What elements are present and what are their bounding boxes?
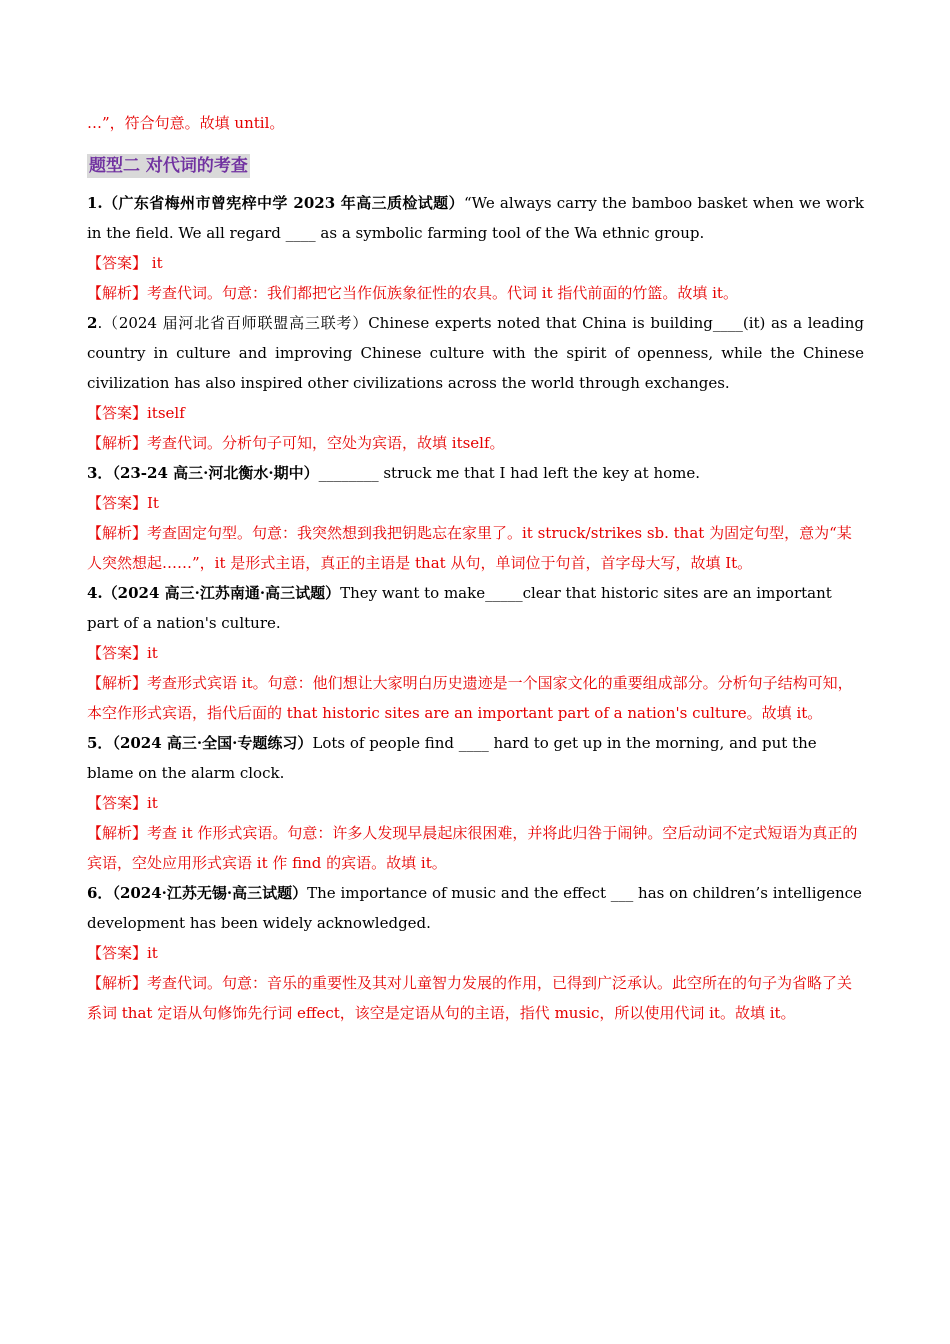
document-page <box>87 108 864 1028</box>
question-source: （广东省梅州市曾宪梓中学 2023 年高三质检试题） <box>102 194 464 212</box>
question-5 <box>87 728 864 878</box>
analysis: 【解析】考查代词。分析句子可知，空处为宾语，故填 itself。 <box>87 434 505 452</box>
analysis: 【解析】考查代词。句意：音乐的重要性及其对儿童智力发展的作用，已得到广泛承认。此空所在的句子为省略了关系词 that 定语从句修饰先行词 effect，该空是定语从句的主语，指代 music，所以使用代词 it。故填 it。 <box>87 974 853 1022</box>
question-number: 6． <box>87 884 113 902</box>
question-stem <box>87 188 864 248</box>
answer: 【答案】itself <box>87 404 185 422</box>
question-number: 1. <box>87 194 103 212</box>
answer: 【答案】 it <box>87 254 163 272</box>
question-source: （2024·江苏无锡·高三试题） <box>112 884 308 902</box>
answer: 【答案】It <box>87 494 159 512</box>
question-stem <box>87 308 864 398</box>
analysis: 【解析】考查固定句型。句意：我突然想到我把钥匙忘在家里了。it struck/strikes sb. that 为固定句型，意为“某人突然想起……”，it 是形式主语，真正的主语是 that 从句，单词位于句首，首字母大写，故填 It。 <box>87 524 852 572</box>
question-number: 2 <box>87 314 98 332</box>
analysis: 【解析】考查 it 作形式宾语。句意：许多人发现早晨起床很困难，并将此归咎于闹钟。空后动词不定式短语为真正的宾语，空处应用形式宾语 it 作 find 的宾语。故填 it。 <box>87 824 858 872</box>
question-source: .（2024 届河北省百师联盟高三联考） <box>97 314 369 332</box>
question-source: （2024 高三·江苏南通·高三试题） <box>102 584 341 602</box>
question-stem <box>87 878 864 938</box>
section-title: 题型二 对代词的考查 <box>89 156 248 176</box>
question-3 <box>87 458 864 578</box>
question-text: Lots of people find ____ hard to get up in the morning, and put the blame on the alarm clock. <box>87 734 817 782</box>
question-text: The importance of music and the effect ___ has on children’s intelligence development has been widely acknowledged. <box>87 884 862 932</box>
question-text: ________ struck me that I had left the key at home. <box>318 464 701 482</box>
question-number: 5． <box>87 734 113 752</box>
question-stem <box>87 578 864 638</box>
analysis: 【解析】考查形式宾语 it。句意：他们想让大家明白历史遗迹是一个国家文化的重要组成部分。分析句子结构可知，本空作形式宾语，指代后面的 that historic sites are an important part of a nation's culture。故填 it。 <box>87 674 853 722</box>
question-stem <box>87 728 864 788</box>
answer: 【答案】it <box>87 794 158 812</box>
question-text: “We always carry the bamboo basket when we work in the field. We all regard ____ as a symbolic farming tool of the Wa ethnic group. <box>87 194 864 242</box>
question-2 <box>87 308 864 458</box>
answer: 【答案】it <box>87 644 158 662</box>
question-4 <box>87 578 864 728</box>
question-1 <box>87 188 864 308</box>
section-heading <box>87 154 864 184</box>
intro-tail: …”，符合句意。故填 until。 <box>87 114 285 132</box>
question-source: （2024 高三·全国·专题练习） <box>112 734 313 752</box>
question-stem <box>87 458 864 488</box>
question-source: （23-24 高三·河北衡水·期中） <box>112 464 319 482</box>
question-text: Chinese experts noted that China is building____(it) as a leading country in culture and improving Chinese culture with the spirit of openness, while the Chinese civilization has also inspired other civilizations across the world through exchanges. <box>87 314 864 392</box>
question-6 <box>87 878 864 1028</box>
question-number: 4. <box>87 584 103 602</box>
question-number: 3． <box>87 464 113 482</box>
question-text: They want to make_____clear that historic sites are an important part of a nation's culture. <box>87 584 832 632</box>
answer: 【答案】it <box>87 944 158 962</box>
analysis: 【解析】考查代词。句意：我们都把它当作佤族象征性的农具。代词 it 指代前面的竹篮。故填 it。 <box>87 284 738 302</box>
